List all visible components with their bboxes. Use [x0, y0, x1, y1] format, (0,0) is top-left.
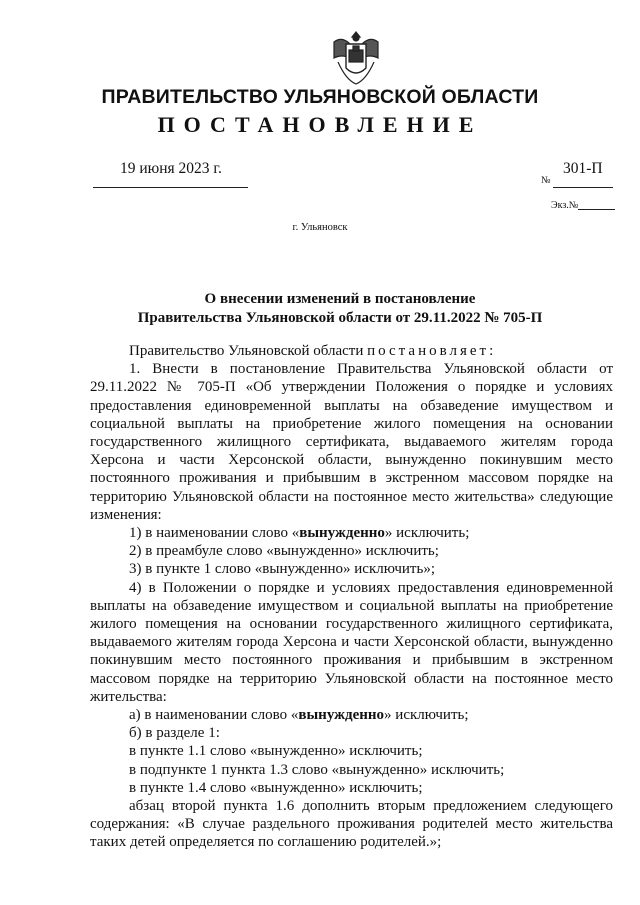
- title-line: О внесении изменений в постановление: [204, 291, 476, 307]
- document-date: 19 июня 2023 г.: [120, 160, 222, 177]
- copy-label: Экз.№: [551, 200, 579, 211]
- title-line: Правительства Ульяновской области от 29.11.2022 № 705-П: [137, 310, 543, 326]
- organization-name: ПРАВИТЕЛЬСТВО УЛЬЯНОВСКОЙ ОБЛАСТИ: [101, 86, 539, 108]
- coat-of-arms-icon: [328, 28, 384, 90]
- preamble: Правительство Ульяновской области постановляет:: [129, 343, 497, 359]
- list-item: б) в разделе 1:: [129, 725, 220, 742]
- list-item: 1) в наименовании слово «вынужденно» исключить;: [129, 525, 470, 542]
- list-item: 2) в преамбуле слово «вынужденно» исключить;: [129, 543, 439, 560]
- city: г. Ульяновск: [292, 222, 348, 233]
- document-type: ПОСТАНОВЛЕНИЕ: [157, 112, 483, 137]
- list-item: в подпункте 1 пункта 1.3 слово «вынужденно» исключить;: [129, 761, 505, 778]
- list-item: 4) в Положении о порядке и условиях предоставления единовременной выплаты на обзаведение имуществом и социальной выплаты на приобретение жилого помещения на основании государственного жилищного сертификата, выдаваемого жителям города Херсона и части Херсонской области, вынужденно покинувшим место постоянного проживания и прибывшим в экстренном массовом порядке на территорию Ульяновской области на постоянное место жительства:: [90, 579, 613, 705]
- paragraph: 1. Внести в постановление Правительства Ульяновской области от 29.11.2022 № 705-П «Об утверждении Положения о порядке и условиях предоставления единовременной выплаты на обзаведение имуществом и социальной выплаты на приобретение жилого помещения на основании государственного жилищного сертификата, выдаваемого жителям города Херсона и части Херсонской области, вынужденно покинувшим место постоянного проживания и прибывшим в экстренном массовом порядке на территорию Ульяновской области на постоянное место жительства» следующие изменения:: [90, 361, 613, 523]
- document-body: [90, 342, 613, 852]
- copy-underline: [578, 209, 615, 210]
- number-label: №: [541, 175, 551, 186]
- date-underline: [93, 187, 248, 188]
- document-number: 301-П: [563, 160, 603, 177]
- number-underline: [553, 187, 613, 188]
- document-title: [60, 290, 620, 328]
- list-item: абзац второй пункта 1.6 дополнить вторым предложением следующего содержания: «В случае раздельного проживания родителей место жительства таких детей определяется по соглашению родителей.»;: [90, 798, 613, 851]
- list-item: в пункте 1.4 слово «вынужденно» исключить;: [129, 779, 423, 796]
- list-item: в пункте 1.1 слово «вынужденно» исключить;: [129, 743, 423, 760]
- list-item: а) в наименовании слово «вынужденно» исключить;: [129, 707, 469, 724]
- list-item: 3) в пункте 1 слово «вынужденно» исключить»;: [129, 561, 435, 578]
